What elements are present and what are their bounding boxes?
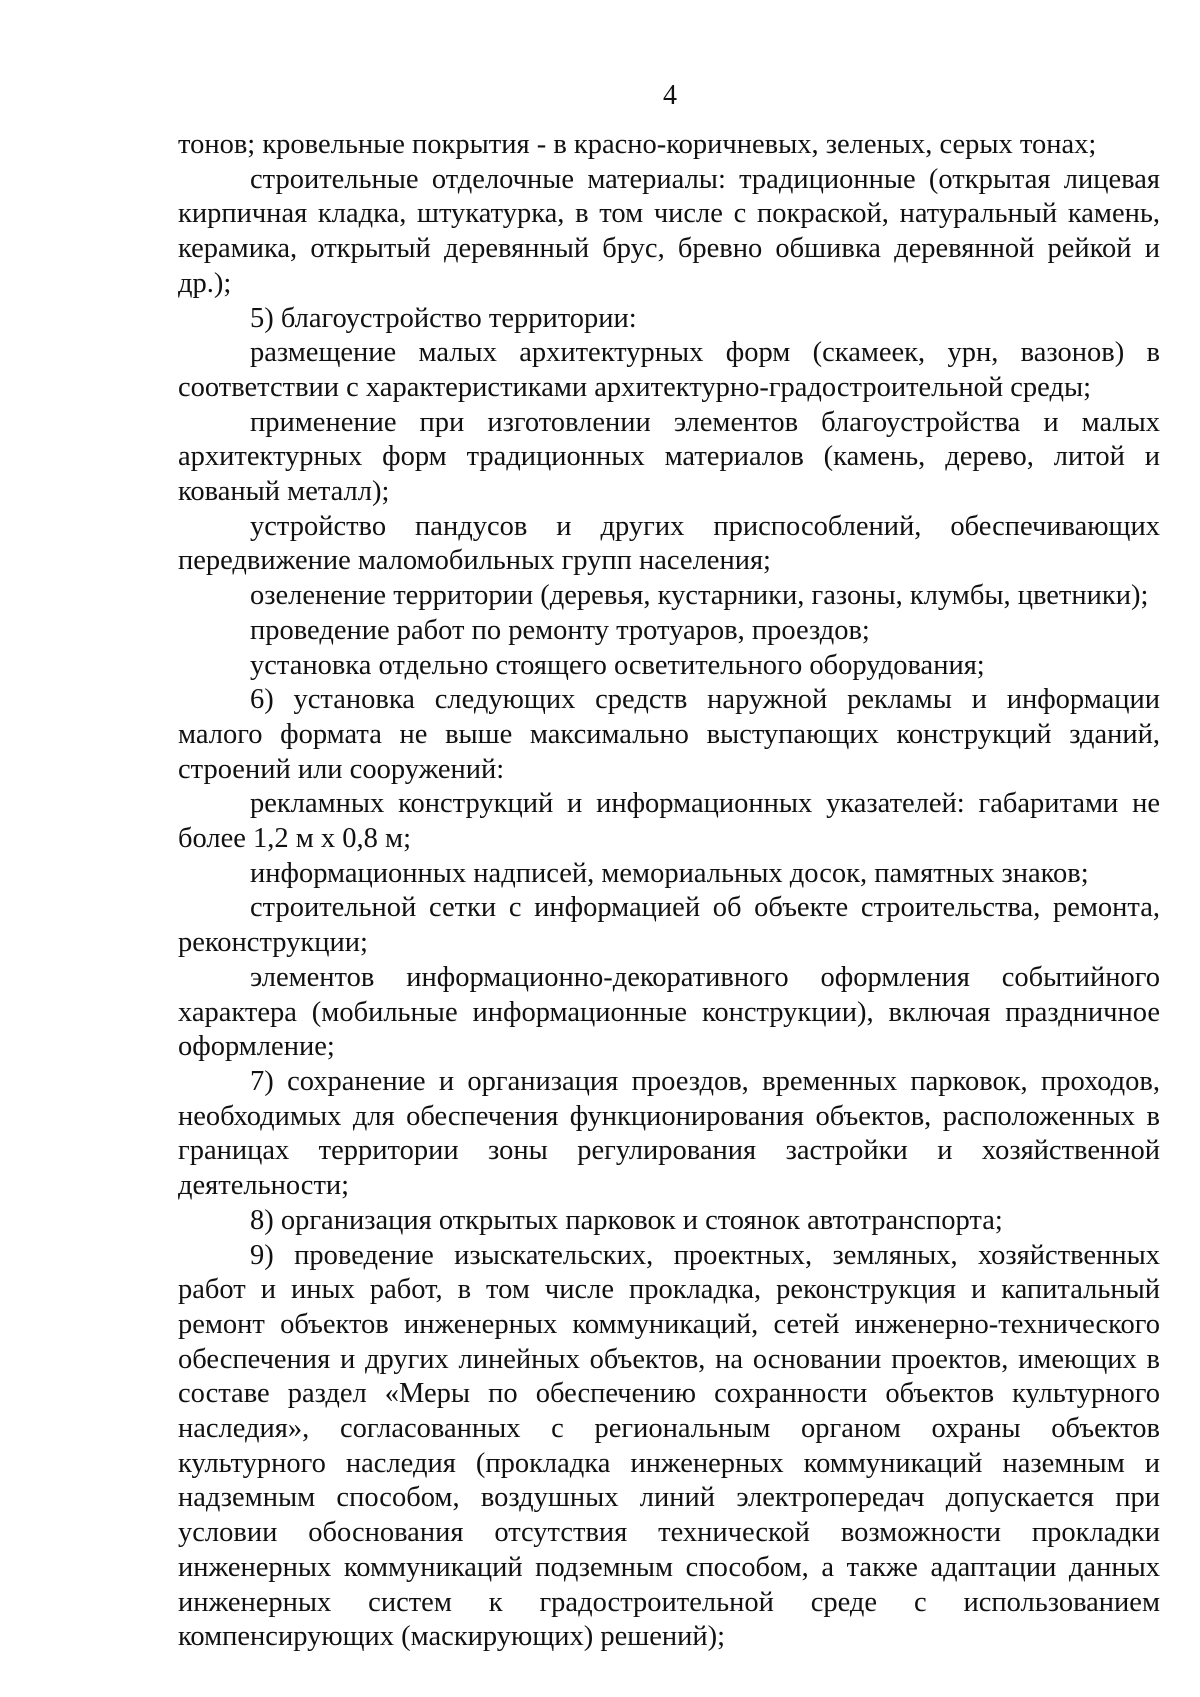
section-heading: 6) установка следующих средств наружной рекламы и информации малого формата не выше максимально выступающих конструкций зданий, строений или сооружений:: [178, 684, 1160, 785]
paragraph: размещение малых архитектурных форм (скамеек, урн, вазонов) в соответствии с характеристиками архитектурно-градостроительной среды;: [178, 337, 1160, 403]
page-number: 4: [663, 80, 677, 111]
paragraph: информационных надписей, мемориальных досок, памятных знаков;: [250, 857, 1089, 889]
section-heading: 5) благоустройство территории:: [250, 302, 637, 334]
paragraph: установка отдельно стоящего осветительного оборудования;: [250, 649, 985, 681]
paragraph: тонов; кровельные покрытия - в красно-коричневых, зеленых, серых тонах;: [178, 129, 1097, 160]
section-heading: 9) проведение изыскательских, проектных, земляных, хозяйственных работ и иных работ, в том числе прокладка, реконструкция и капитальный ремонт объектов инженерных коммуникаций, сетей инженерно-технического обеспечения и других линейных объектов, на основании проектов, имеющих в составе раздел «Меры по обеспечению сохранности объектов культурного наследия», согласованных с региональным органом охраны объектов культурного наследия (прокладка инженерных коммуникаций наземным и надземным способом, воздушных линий электропередач допускается при условии обоснования отсутствия технической возможности прокладки инженерных коммуникаций подземным способом, а также адаптации данных инженерных систем к градостроительной среде с использованием компенсирующих (маскирующих) решений);: [178, 1239, 1160, 1653]
document-body: [178, 128, 1160, 1655]
paragraph: строительной сетки с информацией об объекте строительства, ремонта, реконструкции;: [178, 892, 1160, 959]
section-heading: 8) организация открытых парковок и стоянок автотранспорта;: [250, 1204, 1003, 1236]
paragraph: озеленение территории (деревья, кустарники, газоны, клумбы, цветники);: [250, 580, 1149, 612]
paragraph: проведение работ по ремонту тротуаров, проездов;: [250, 614, 870, 646]
section-heading: 7) сохранение и организация проездов, временных парковок, проходов, необходимых для обеспечения функционирования объектов, расположенных в границах территории зоны регулирования застройки и хозяйственной деятельности;: [178, 1065, 1160, 1202]
paragraph: строительные отделочные материалы: традиционные (открытая лицевая кирпичная кладка, штукатурка, в том числе с покраской, натуральный камень, керамика, открытый деревянный брус, бревно обшивка деревянной рейкой и др.);: [178, 163, 1160, 299]
paragraph: применение при изготовлении элементов благоустройства и малых архитектурных форм традиционных материалов (камень, дерево, литой и кованый металл);: [178, 406, 1160, 508]
paragraph: рекламных конструкций и информационных указателей: габаритами не более 1,2 м х 0,8 м;: [178, 788, 1160, 855]
paragraph: устройство пандусов и других приспособлений, обеспечивающих передвижение маломобильных групп населения;: [178, 510, 1160, 577]
paragraph: элементов информационно-декоративного оформления событийного характера (мобильные информационные конструкции), включая праздничное оформление;: [178, 961, 1160, 1063]
